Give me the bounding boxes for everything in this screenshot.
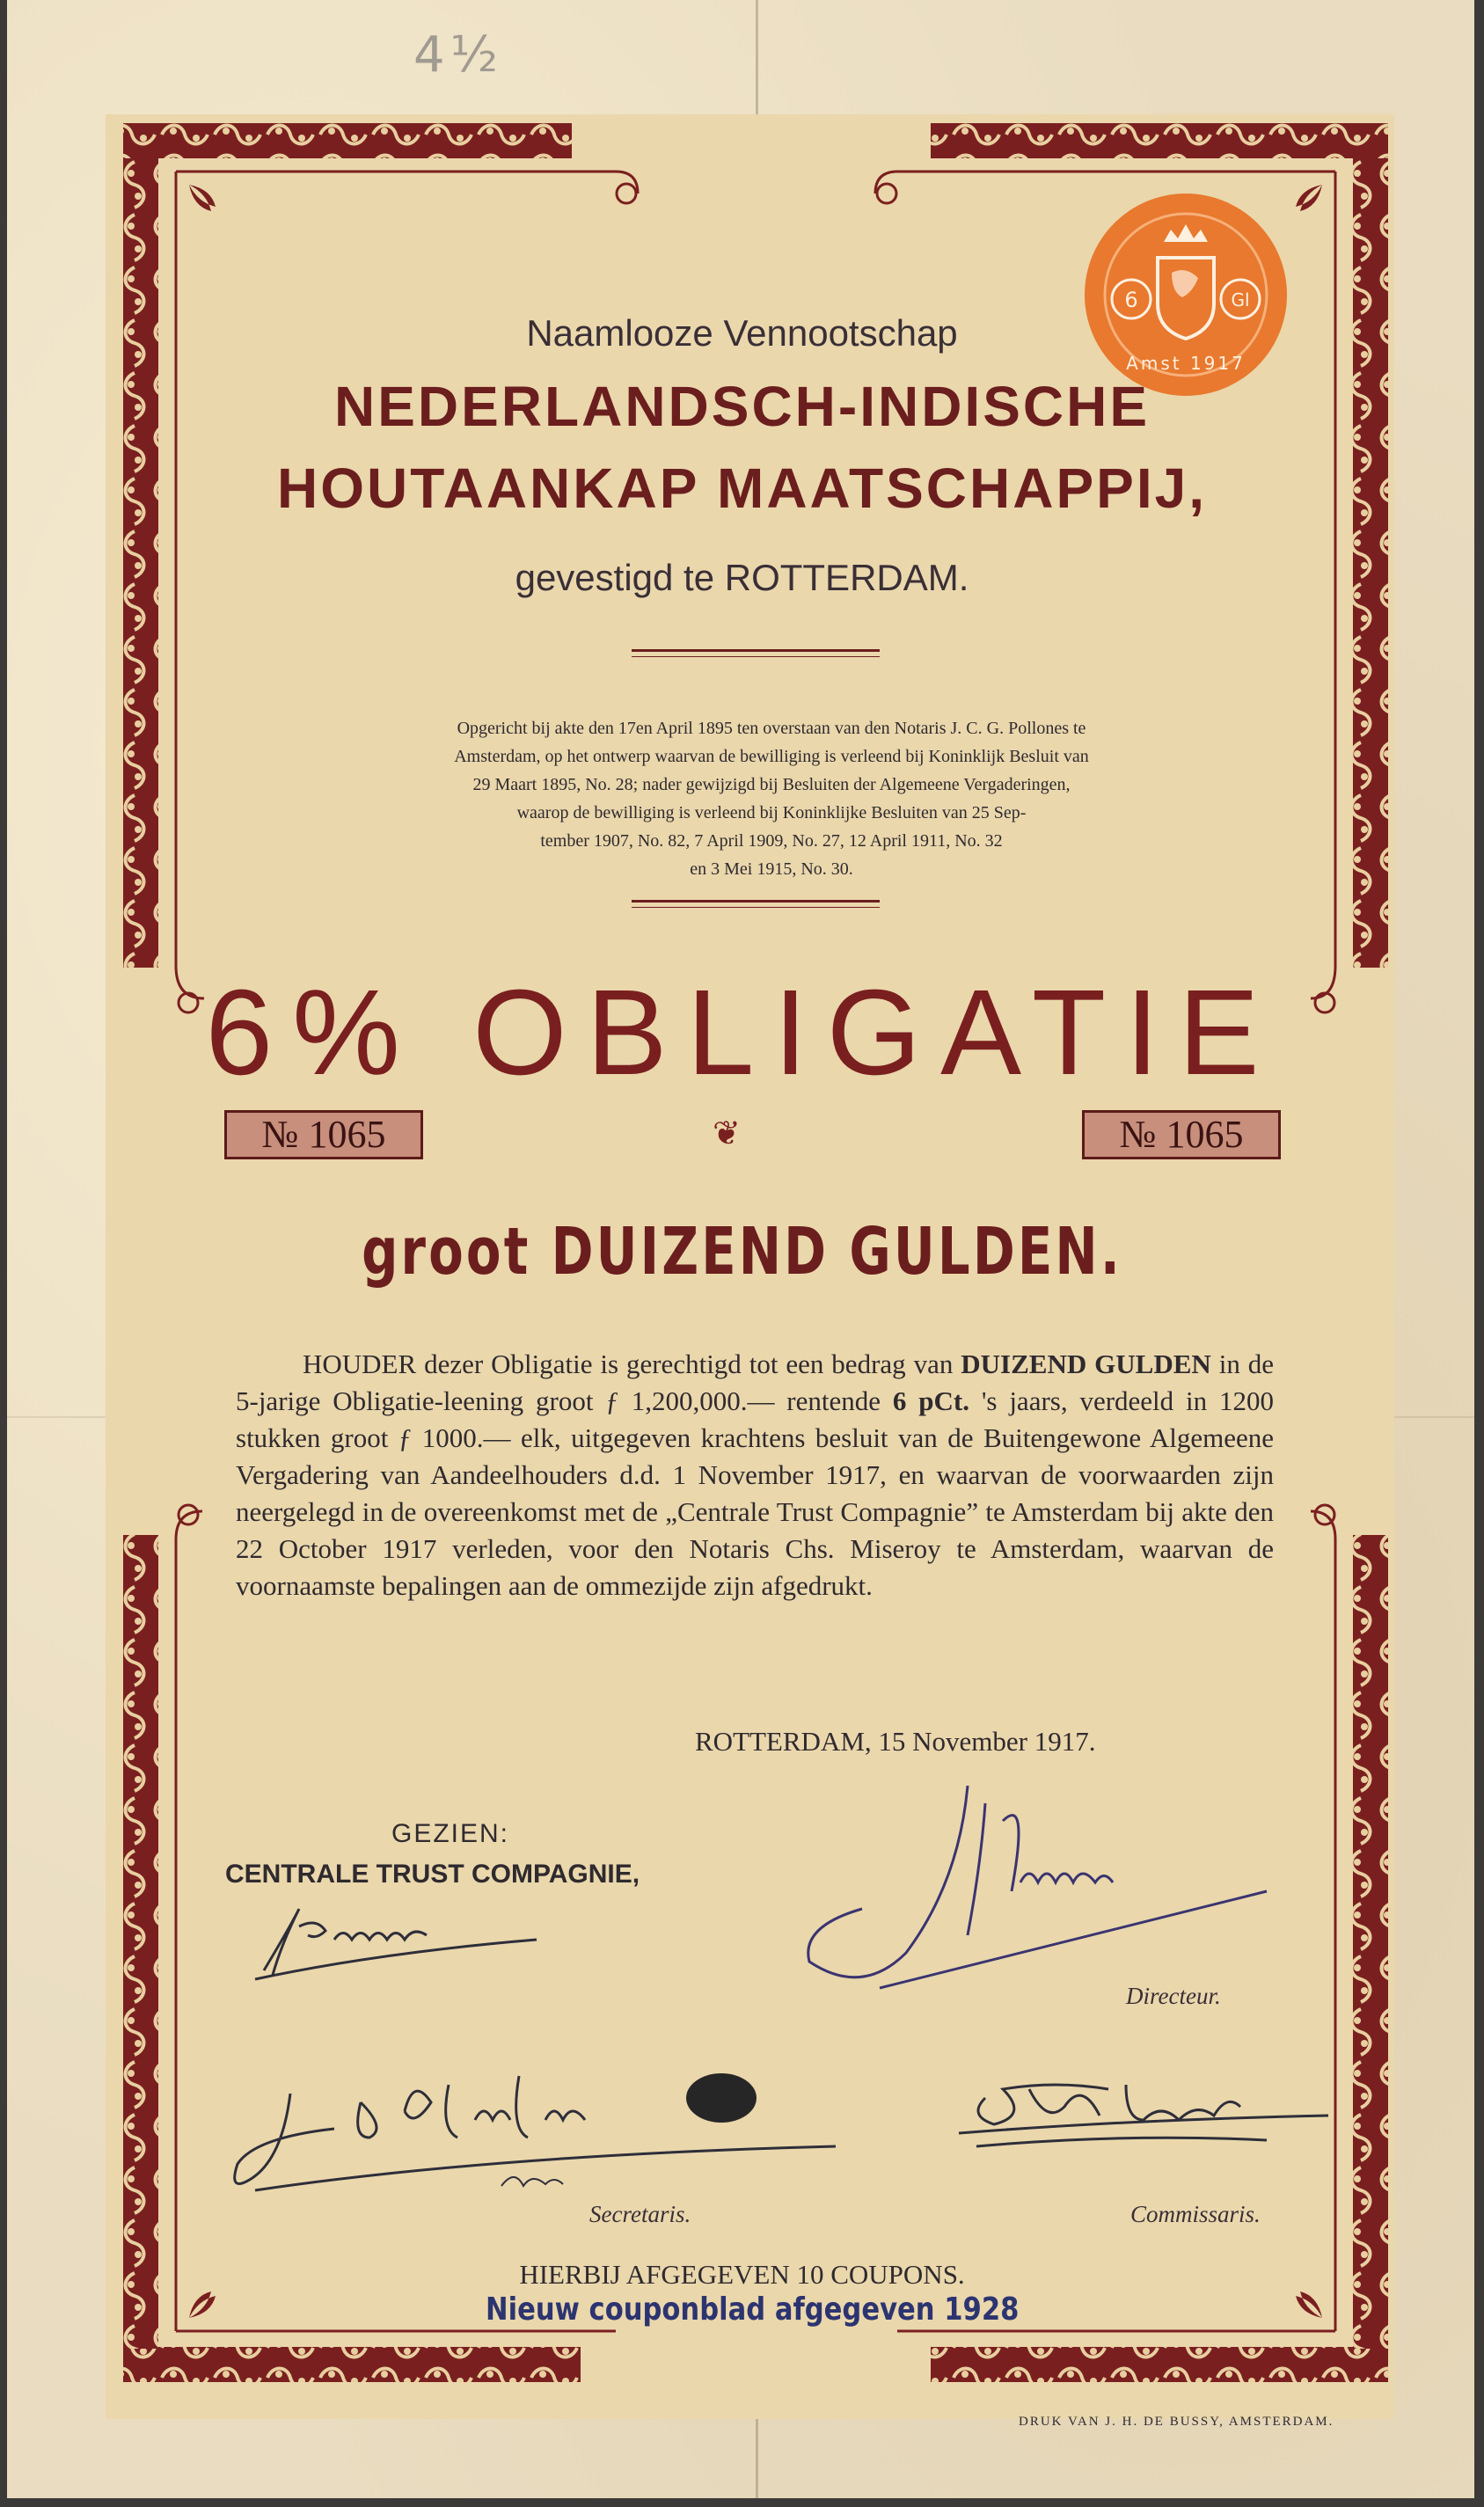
incorporation-line: waarop de bewilliging is verleend bij Koninklijke Besluiten van 25 Sep- — [516, 803, 1027, 822]
commissioner-role: Commissaris. — [1130, 2201, 1261, 2227]
company-name-line2: HOUTAANKAP MAATSCHAPPIJ, — [277, 457, 1207, 520]
svg-text:6: 6 — [1124, 288, 1138, 312]
incorporation-line: tember 1907, No. 82, 7 April 1909, No. 27, 12 April 1911, No. 32 — [540, 831, 1003, 851]
incorporation-line: Amsterdam, op het ontwerp waarvan de bewilliging is verleend bij Koninklijk Besluit van — [454, 747, 1089, 766]
trustee-name: CENTRALE TRUST COMPAGNIE, — [225, 1860, 640, 1889]
ink-blot — [686, 2073, 757, 2123]
place-date: ROTTERDAM, 15 November 1917. — [695, 1726, 1096, 1757]
incorporation-notice — [274, 714, 1268, 883]
serial-number-left: № 1065 — [224, 1110, 423, 1159]
pencil-mark: 4½ — [413, 26, 503, 84]
divider-rule-thin — [632, 656, 880, 657]
director-role: Directeur. — [1126, 1983, 1221, 2009]
svg-text:Gl: Gl — [1231, 289, 1250, 311]
bond-amount: groot DUIZEND GULDEN. — [362, 1214, 1122, 1290]
terms-text: in de 5-jarige Obligatie-leening groot ƒ 1,200,000.— rentende — [236, 1349, 1274, 1416]
bond-title: 6% OBLIGATIE — [205, 965, 1279, 1100]
secretary-signature — [229, 2058, 844, 2199]
coupon-sheet-stamp: Nieuw couponblad afgegeven 1928 — [486, 2291, 1020, 2328]
gezien-label: GEZIEN: — [391, 1819, 510, 1848]
terms-amount: DUIZEND GULDEN — [961, 1349, 1211, 1379]
svg-text:Amst 1917: Amst 1917 — [1126, 353, 1246, 374]
incorporation-line: Opgericht bij akte den 17en April 1895 ten overstaan van den Notaris J. C. G. Pollones te — [457, 719, 1086, 738]
ornament-icon: ❦ — [713, 1115, 741, 1152]
company-seat: gevestigd te ROTTERDAM. — [515, 557, 969, 598]
commissioner-signature — [950, 2063, 1337, 2160]
terms-text: HOUDER dezer Obligatie is gerechtigd tot een bedrag van — [303, 1349, 961, 1379]
terms-rate: 6 pCt. — [892, 1385, 969, 1416]
incorporation-line: 29 Maart 1895, No. 28; nader gewijzigd bij Besluiten der Algemeene Vergaderingen, — [472, 775, 1071, 794]
secretary-role: Secretaris. — [589, 2201, 691, 2227]
divider-rule — [632, 649, 880, 652]
printer-credit: DRUK VAN J. H. DE BUSSY, AMSTERDAM. — [1019, 2415, 1334, 2429]
incorporation-line: en 3 Mei 1915, No. 30. — [690, 859, 853, 879]
company-type: Naamlooze Vennootschap — [526, 312, 958, 354]
coupons-note: HIERBIJ AFGEGEVEN 10 COUPONS. — [519, 2259, 965, 2290]
serial-number-right: № 1065 — [1082, 1110, 1281, 1159]
company-name-line1: NEDERLANDSCH-INDISCHE — [333, 375, 1151, 438]
tax-stamp-seal — [1080, 189, 1291, 400]
divider-rule — [632, 900, 880, 903]
terms-text: 's jaars, verdeeld in 1200 stukken groot ƒ 1000.— elk, uitgegeven krachtens besluit van de Buitengewone Algemeene Vergadering van Aandeelhouders d.d. 1 November 1917, en waarvan de voorwaarden zijn neergelegd in de overeenkomst met de „Centrale Trust Compagnie” te Amsterdam bij akte den 22 October 1917 verleden, voor den Notaris Chs. Miseroy te Amsterdam, waarvan de voornaamste bepalingen aan de ommezijde zijn afgedrukt. — [236, 1385, 1275, 1601]
director-signature — [792, 1777, 1284, 2006]
bond-terms — [236, 1346, 1274, 1604]
divider-rule-thin — [632, 907, 880, 908]
trustee-signature — [238, 1891, 554, 1988]
